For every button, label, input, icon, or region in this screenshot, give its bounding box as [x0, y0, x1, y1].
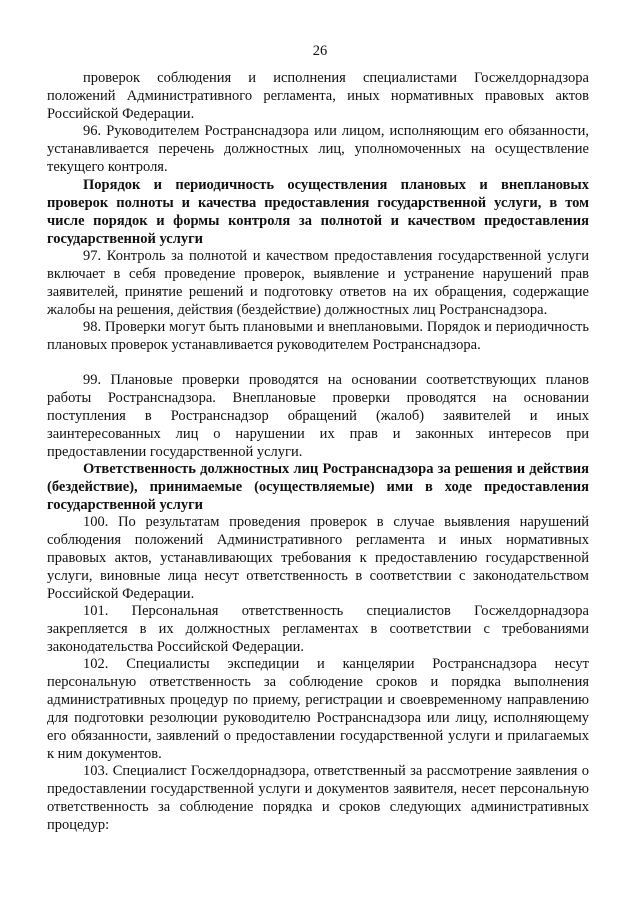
- paragraph-97: 97. Контроль за полнотой и качеством предоставления государственной услуги включает в себя проведение проверок, выявление и устранение нарушений прав заявителей, принятие решений и подготовку ответов на их обращения, содержащие жалобы на решения, действия (бездействие) должностных лиц Ространснадзора.: [47, 248, 589, 318]
- paragraph-continuation: проверок соблюдения и исполнения специалистами Госжелдорнадзора положений Административного регламента, иных нормативных правовых актов Российской Федерации.: [47, 70, 589, 122]
- section-heading-responsibility: Ответственность должностных лиц Ространснадзора за решения и действия (бездействие), принимаемые (осуществляемые) ими в ходе предоставления государственной услуги: [47, 461, 589, 513]
- paragraph-100: 100. По результатам проведения проверок в случае выявления нарушений соблюдения положений Административного регламента и иных нормативных правовых актов, устанавливающих требования к предоставлению государственной услуги, виновные лица несут ответственность в соответствии с законодательством Российской Федерации.: [47, 514, 589, 602]
- paragraph-96: 96. Руководителем Ространснадзора или лицом, исполняющим его обязанности, устанавливается перечень должностных лиц, уполномоченных на осуществление текущего контроля.: [47, 123, 589, 175]
- page-number: 26: [312, 43, 328, 59]
- paragraph-99: 99. Плановые проверки проводятся на основании соответствующих планов работы Ространснадзора. Внеплановые проверки проводятся на основании поступления в Ространснадзор обращений (жалоб) заявителей и иных заинтересованных лиц о нарушении их прав и законных интересов при предоставлении государственной услуги.: [47, 372, 589, 460]
- paragraph-101: 101. Персональная ответственность специалистов Госжелдорнадзора закрепляется в их должностных регламентах в соответствии с требованиями законодательства Российской Федерации.: [47, 603, 589, 655]
- section-heading-inspections: Порядок и периодичность осуществления плановых и внеплановых проверок полноты и качества предоставления государственной услуги, в том числе порядок и формы контроля за полнотой и качеством предоставления государственной услуги: [47, 177, 589, 247]
- paragraph-98: 98. Проверки могут быть плановыми и внеплановыми. Порядок и периодичность плановых проверок устанавливается руководителем Ространснадзора.: [47, 319, 589, 353]
- paragraph-103: 103. Специалист Госжелдорнадзора, ответственный за рассмотрение заявления о предоставлении государственной услуги и документов заявителя, несет персональную ответственность за соблюдение порядка и сроков следующих административных процедур:: [47, 763, 589, 833]
- paragraph-102: 102. Специалисты экспедиции и канцелярии Ространснадзора несут персональную ответственность за соблюдение сроков и порядка выполнения административных процедур по приему, регистрации и своевременному направлению для подготовки резолюции руководителю Ространснадзора или лицу, исполняющему его обязанности, заявлений о предоставлении государственной услуги и прилагаемых к ним документов.: [47, 656, 589, 762]
